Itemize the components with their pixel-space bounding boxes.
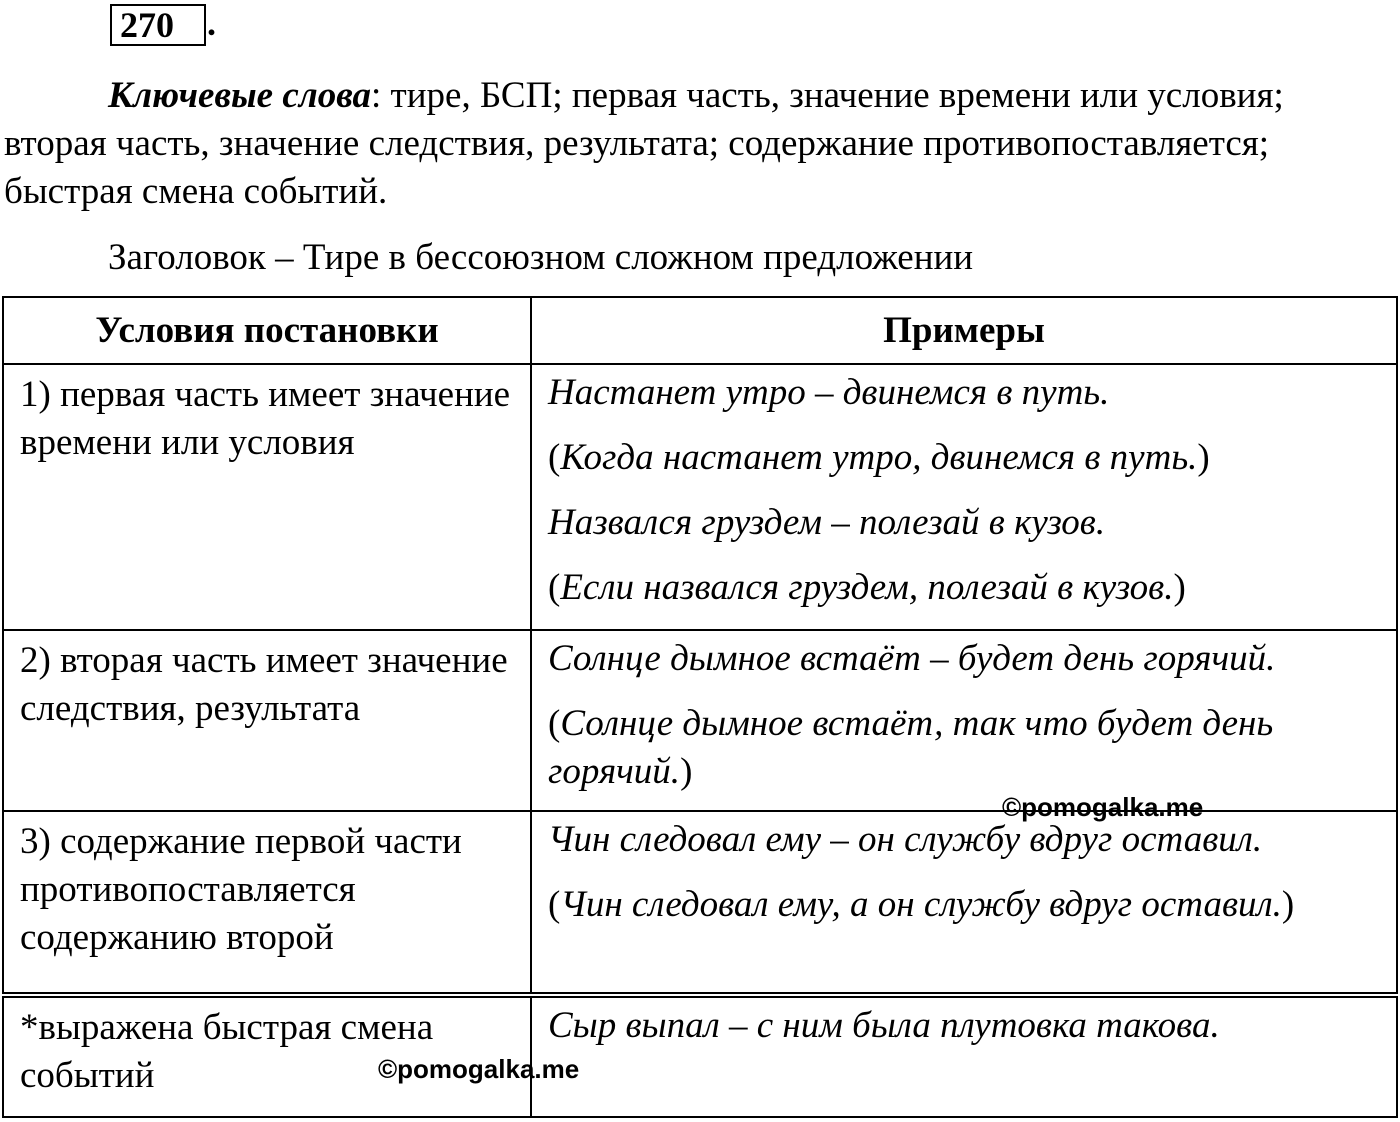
condition-cell: 1) первая часть имеет значение времени или условия bbox=[3, 364, 531, 630]
header-examples: Примеры bbox=[531, 297, 1397, 364]
examples-cell bbox=[531, 364, 1397, 630]
condition-cell: *выражена быстрая смена событий bbox=[3, 997, 531, 1117]
example-line: (Когда настанет утро, двинемся в путь.) bbox=[548, 437, 1210, 478]
exercise-number: 270 bbox=[110, 4, 206, 46]
table-row bbox=[3, 630, 1397, 811]
keywords-text: : тире, БСП; первая часть, значение времени или условия; вторая часть, значение следствия, результата; содержание противопоставляется; быстрая смена событий. bbox=[4, 75, 1284, 212]
example-line: Сыр выпал – с ним была плутовка такова. bbox=[548, 1005, 1220, 1046]
example-line: (Солнце дымное встаёт, так что будет день горячий.) bbox=[548, 703, 1274, 792]
table-row bbox=[3, 364, 1397, 630]
example-line: Назвался груздем – полезай в кузов. bbox=[548, 502, 1106, 543]
condition-cell: 3) содержание первой части противопоставляется содержанию второй bbox=[3, 811, 531, 993]
example-line: (Если назвался груздем, полезай в кузов.) bbox=[548, 567, 1186, 608]
extra-table bbox=[2, 996, 1398, 1118]
rules-table bbox=[2, 296, 1398, 994]
examples-cell bbox=[531, 630, 1397, 811]
example-line: Чин следовал ему – он службу вдруг оставил. bbox=[548, 819, 1263, 860]
condition-cell: 2) вторая часть имеет значение следствия, результата bbox=[3, 630, 531, 811]
exercise-number-dot: . bbox=[207, 3, 216, 43]
example-line: Настанет утро – двинемся в путь. bbox=[548, 372, 1110, 413]
header-conditions: Условия постановки bbox=[3, 297, 531, 364]
examples-cell bbox=[531, 811, 1397, 993]
example-line: Солнце дымное встаёт – будет день горячий. bbox=[548, 638, 1276, 679]
heading-line: Заголовок – Тире в бессоюзном сложном предложении bbox=[108, 237, 974, 278]
example-line: (Чин следовал ему, а он службу вдруг оставил.) bbox=[548, 884, 1295, 925]
watermark: ©pomogalka.me bbox=[378, 1054, 580, 1084]
watermark: ©pomogalka.me bbox=[1002, 792, 1204, 822]
table-row bbox=[3, 811, 1397, 993]
table-row bbox=[3, 997, 1397, 1117]
keywords-label: Ключевые слова bbox=[108, 75, 372, 116]
table-header-row bbox=[3, 297, 1397, 364]
examples-cell bbox=[531, 997, 1397, 1117]
keywords-paragraph bbox=[4, 72, 1294, 216]
